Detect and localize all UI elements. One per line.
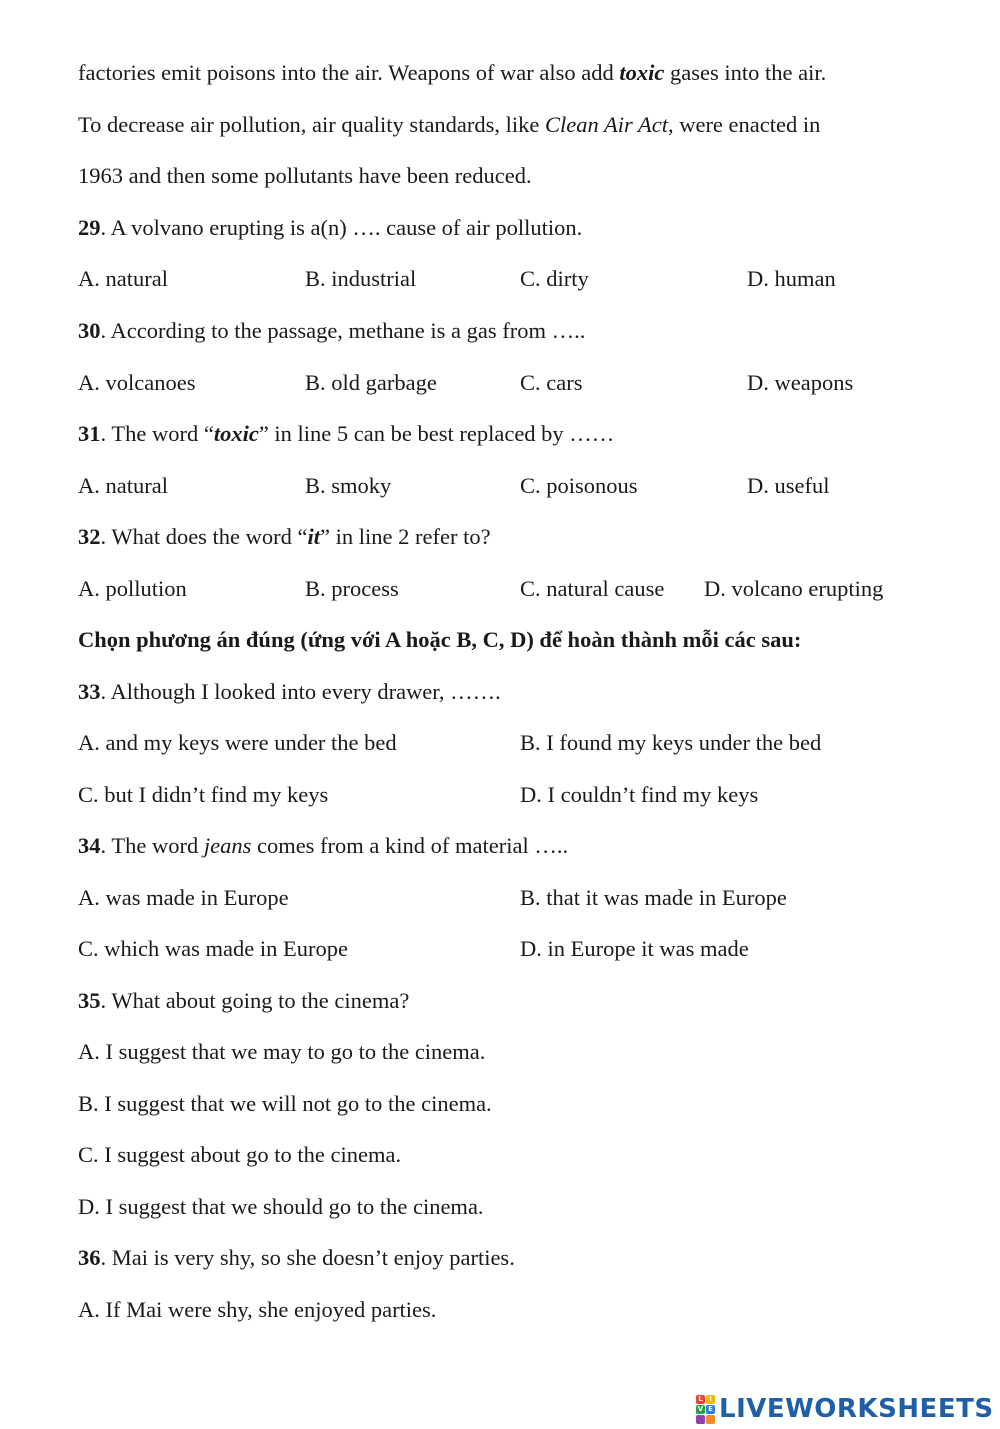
question-text: . According to the passage, methane is a gas from ….. [100, 318, 586, 343]
question-text: ” in line 5 can be best replaced by …… [258, 421, 615, 446]
question-33 [78, 681, 501, 704]
clean-air-act: Clean Air Act [545, 112, 668, 137]
option-a[interactable]: A. natural [78, 266, 168, 291]
keyword-it: it [307, 524, 321, 549]
question-30 [78, 320, 585, 343]
passage-text: factories emit poisons into the air. Weapons of war also add [78, 60, 620, 85]
option-d[interactable]: D. useful [747, 473, 830, 498]
passage-text: To decrease air pollution, air quality standards, like [78, 112, 546, 137]
logo-block: E [706, 1405, 715, 1414]
option-a[interactable]: A. If Mai were shy, she enjoyed parties. [78, 1297, 437, 1322]
section-heading: Chọn phương án đúng (ứng với A hoặc B, C, D) để hoàn thành mỗi các sau: [78, 627, 802, 652]
passage-text: gases into the air. [664, 60, 827, 85]
keyword-toxic: toxic [619, 60, 665, 85]
question-text: . A volvano erupting is a(n) …. cause of air pollution. [100, 215, 583, 240]
question-text: comes from a kind of material ….. [251, 833, 569, 858]
question-number: 36 [78, 1245, 101, 1270]
option-b[interactable]: B. I suggest that we will not go to the cinema. [78, 1091, 492, 1116]
question-number: 35 [78, 988, 101, 1013]
question-number: 31 [78, 421, 101, 446]
question-31 [78, 423, 614, 446]
option-c[interactable]: C. cars [520, 370, 583, 395]
option-a[interactable]: A. pollution [78, 576, 187, 601]
option-a[interactable]: A. was made in Europe [78, 885, 289, 910]
option-b[interactable]: B. industrial [305, 266, 417, 291]
option-c[interactable]: C. dirty [520, 266, 589, 291]
question-35 [78, 990, 409, 1013]
question-29 [78, 217, 582, 240]
option-a[interactable]: A. and my keys were under the bed [78, 730, 397, 755]
option-d[interactable]: D. I couldn’t find my keys [520, 782, 759, 807]
passage-line-3: 1963 and then some pollutants have been reduced. [78, 163, 532, 188]
option-d[interactable]: D. volcano erupting [704, 576, 884, 601]
logo-block: I [706, 1395, 715, 1404]
question-number: 30 [78, 318, 101, 343]
option-c[interactable]: C. natural cause [520, 576, 665, 601]
passage-text: , were enacted in [667, 112, 821, 137]
logo-mark-icon [696, 1395, 715, 1424]
option-d[interactable]: D. weapons [747, 370, 854, 395]
logo-block: L [696, 1395, 705, 1404]
option-c[interactable]: C. but I didn’t find my keys [78, 782, 329, 807]
option-b[interactable]: B. old garbage [305, 370, 437, 395]
option-b[interactable]: B. that it was made in Europe [520, 885, 787, 910]
option-a[interactable]: A. volcanoes [78, 370, 196, 395]
option-b[interactable]: B. process [305, 576, 399, 601]
option-c[interactable]: C. I suggest about go to the cinema. [78, 1142, 402, 1167]
question-text: . Although I looked into every drawer, ……. [100, 679, 501, 704]
question-number: 34 [78, 833, 101, 858]
option-d[interactable]: D. I suggest that we should go to the cinema. [78, 1194, 484, 1219]
keyword-toxic: toxic [213, 421, 259, 446]
liveworksheets-logo [696, 1392, 994, 1426]
question-text: . Mai is very shy, so she doesn’t enjoy parties. [100, 1245, 515, 1270]
question-number: 29 [78, 215, 101, 240]
question-text: . The word “ [100, 421, 214, 446]
option-c[interactable]: C. poisonous [520, 473, 638, 498]
logo-block [696, 1415, 705, 1424]
option-d[interactable]: D. human [747, 266, 836, 291]
option-c[interactable]: C. which was made in Europe [78, 936, 348, 961]
logo-block: V [697, 1404, 704, 1413]
question-text: . What does the word “ [100, 524, 308, 549]
question-number: 33 [78, 679, 101, 704]
option-b[interactable]: B. smoky [305, 473, 392, 498]
question-32 [78, 526, 491, 549]
question-36 [78, 1247, 515, 1270]
passage-line-2 [78, 114, 820, 137]
option-a[interactable]: A. natural [78, 473, 168, 498]
passage-line-1 [78, 62, 826, 85]
option-d[interactable]: D. in Europe it was made [520, 936, 749, 961]
option-a[interactable]: A. I suggest that we may to go to the cinema. [78, 1039, 486, 1064]
logo-block [706, 1415, 715, 1424]
option-b[interactable]: B. I found my keys under the bed [520, 730, 822, 755]
question-number: 32 [78, 524, 101, 549]
question-34 [78, 835, 568, 858]
question-text: . The word [100, 833, 204, 858]
question-text: . What about going to the cinema? [100, 988, 410, 1013]
question-text: ” in line 2 refer to? [320, 524, 491, 549]
keyword-jeans: jeans [203, 833, 252, 858]
logo-text: LIVEWORKSHEETS [719, 1394, 994, 1424]
